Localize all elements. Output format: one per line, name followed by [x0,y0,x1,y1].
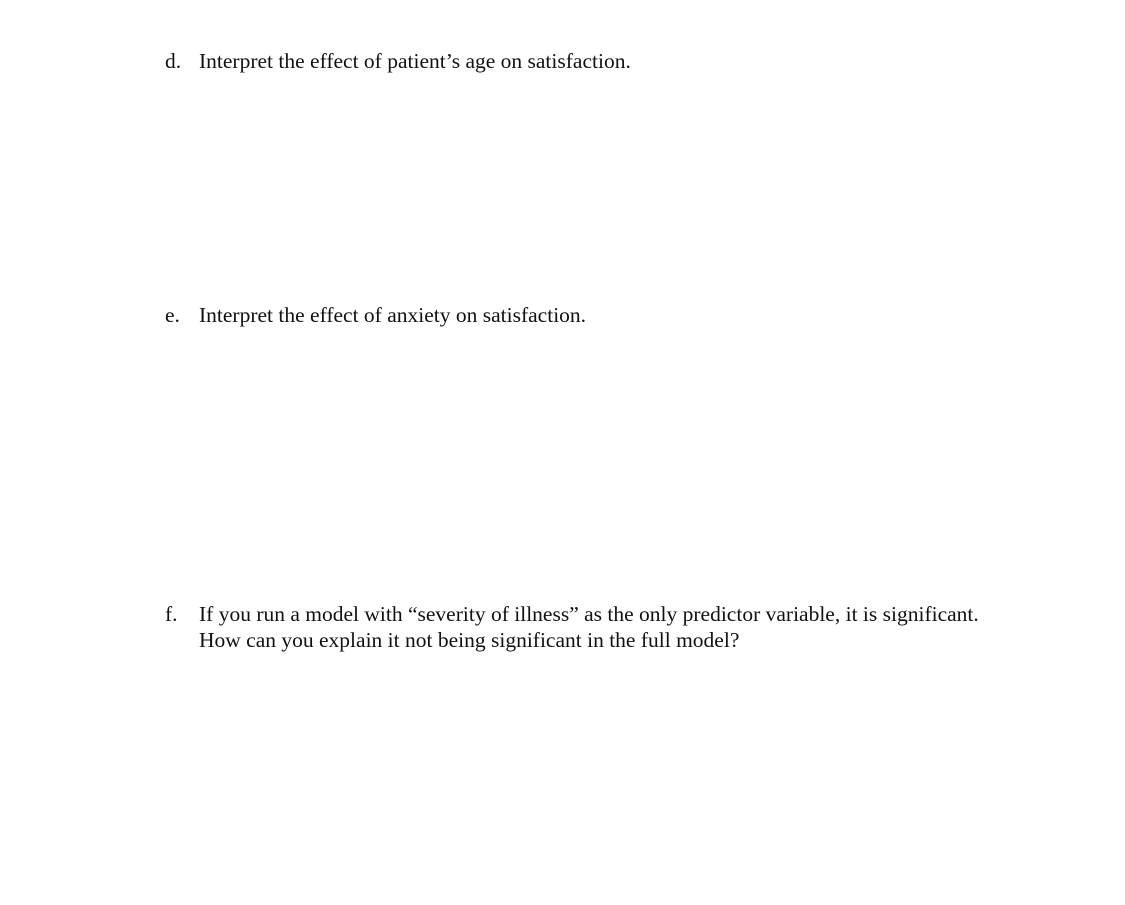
question-f-line-1: If you run a model with “severity of illness” as the only predictor variable, it is significant. [199,602,979,626]
question-e-letter: e. [165,303,180,327]
question-f-text [199,601,1065,653]
question-d [165,48,1065,74]
question-f-letter: f. [165,602,178,626]
question-e [165,302,1065,328]
question-e-text [199,302,1065,328]
question-d-line-1: Interpret the effect of patient’s age on satisfaction. [199,49,631,73]
question-d-text [199,48,1065,74]
question-e-line-1: Interpret the effect of anxiety on satisfaction. [199,303,587,327]
question-d-letter: d. [165,49,182,73]
question-f [165,601,1065,653]
question-f-line-2: How can you explain it not being significant in the full model? [199,628,740,652]
